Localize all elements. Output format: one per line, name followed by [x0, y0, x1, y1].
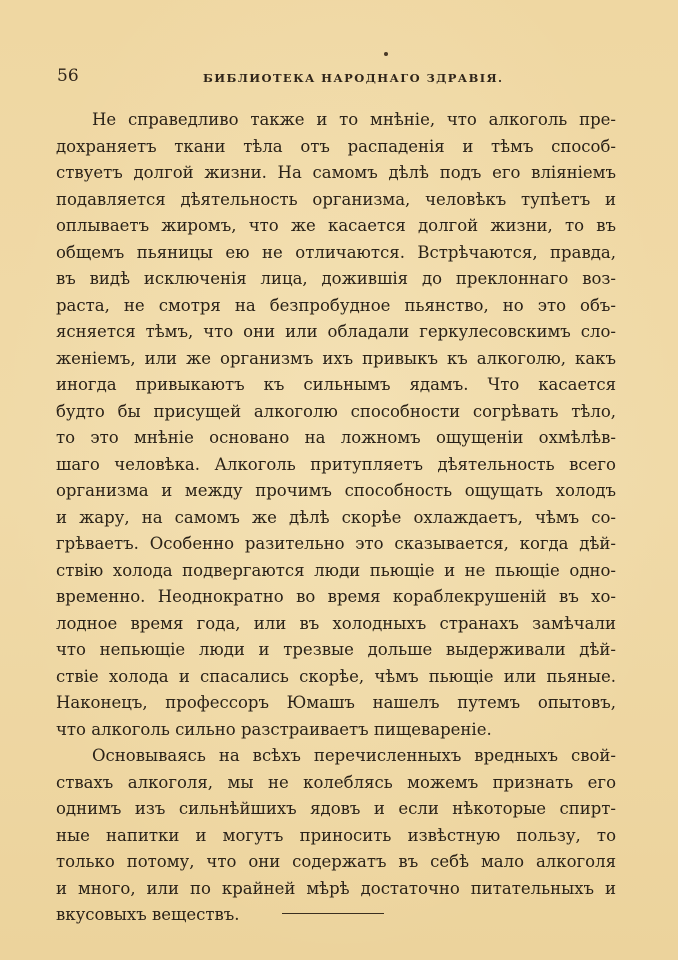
text-line: шаго человѣка. Алкоголь притупляетъ дѣятельность всего — [56, 454, 616, 474]
page-header — [57, 66, 637, 90]
text-line: временно. Неоднократно во время кораблекрушеній въ хо- — [56, 587, 616, 606]
body-text — [56, 107, 616, 929]
text-line: будто бы присущей алкоголю способности согрѣвать тѣло, — [56, 401, 616, 421]
text-line: Наконецъ, профессоръ Юмашъ нашелъ путемъ опытовъ, — [56, 693, 616, 712]
end-rule — [282, 913, 384, 914]
text-line: то это мнѣніе основано на ложномъ ощущеніи охмѣлѣв- — [56, 428, 616, 447]
text-line: иногда привыкаютъ къ сильнымъ ядамъ. Что касается — [56, 375, 616, 394]
text-line: ствію холода подвергаются люди пьющіе и не пьющіе одно- — [56, 560, 616, 580]
text-line: общемъ пьяницы ею не отличаются. Встрѣчаются, правда, — [56, 242, 616, 262]
text-line: ствуетъ долгой жизни. На самомъ дѣлѣ подъ его вліяніемъ — [56, 163, 616, 182]
text-line: Не справедливо также и то мнѣніе, что алкоголь пре- — [92, 110, 616, 129]
ink-speck — [384, 52, 388, 56]
text-line: что непьющіе люди и трезвые дольше выдерживали дѣй- — [56, 640, 616, 659]
text-line: въ видѣ исключенія лица, дожившія до преклоннаго воз- — [56, 269, 616, 288]
text-line: однимъ изъ сильнѣйшихъ ядовъ и если нѣкоторые спирт- — [56, 799, 616, 818]
text-line: организма и между прочимъ способность ощущать холодъ — [56, 481, 616, 500]
text-line: что алкоголь сильно разстраиваетъ пищевареніе. — [56, 719, 492, 739]
text-line: оплываетъ жиромъ, что же касается долгой жизни, то въ — [56, 216, 616, 235]
text-line: лодное время года, или въ холодныхъ странахъ замѣчали — [56, 613, 616, 633]
text-line: ные напитки и могутъ приносить извѣстную пользу, то — [56, 825, 616, 845]
text-line: ствіе холода и спасались скорѣе, чѣмъ пьющіе или пьяные. — [56, 666, 616, 686]
text-line: ствахъ алкоголя, мы не колеблясь можемъ признать его — [56, 772, 616, 792]
text-line: женіемъ, или же организмъ ихъ привыкъ къ алкоголю, какъ — [56, 348, 616, 368]
running-title: БИБЛИОТЕКА НАРОДНАГО ЗДРАВІЯ. — [203, 71, 504, 85]
text-line: ясняется тѣмъ, что они или обладали геркулесовскимъ сло- — [56, 322, 616, 341]
text-line: подавляется дѣятельность организма, человѣкъ тупѣетъ и — [56, 189, 616, 209]
page-number: 56 — [57, 66, 79, 86]
text-line: Основываясь на всѣхъ перечисленныхъ вредныхъ свой- — [92, 746, 616, 765]
text-line: грѣваетъ. Особенно разительно это сказывается, когда дѣй- — [56, 534, 616, 553]
text-line: раста, не смотря на безпробудное пьянство, но это объ- — [56, 295, 616, 315]
text-line: только потому, что они содержатъ въ себѣ мало алкоголя — [56, 852, 616, 871]
text-line: вкусовыхъ веществъ. — [56, 905, 240, 924]
text-line: дохраняетъ ткани тѣла отъ распаденія и тѣмъ способ- — [56, 136, 616, 156]
text-line: и много, или по крайней мѣрѣ достаточно питательныхъ и — [56, 878, 616, 898]
text-line: и жару, на самомъ же дѣлѣ скорѣе охлаждаетъ, чѣмъ со- — [56, 507, 616, 527]
